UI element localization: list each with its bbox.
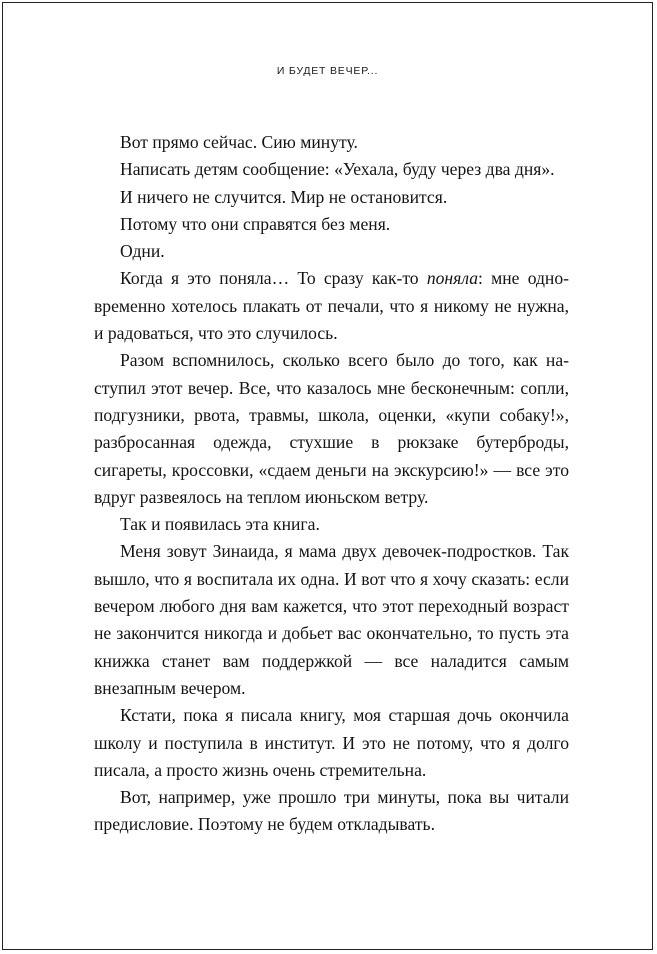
paragraph: Так и появилась эта книга. (120, 514, 320, 535)
paragraph: И ничего не случится. Мир не остановится. (120, 186, 448, 207)
paragraph: Одни. (120, 241, 165, 262)
paragraph: Написать детям сообщение: «Уехала, буду через два дня». (120, 159, 555, 180)
paragraph (94, 265, 569, 347)
paragraph: Разом вспомнилось, сколько всего было до того, как наступил этот вечер. Все, что казалось мне бесконечным: сопли, подгузники, рвота, травмы, школа, оценки, «купи собаку!», разбросанная одежда, стухшие в рюкзаке бутерброды, сигареты, кроссовки, «сдаем деньги на экскурсию!» — все это вдруг развеялось на теплом июньском ветру. (94, 350, 569, 507)
paragraph: Вот прямо сейчас. Сию минуту. (120, 132, 358, 152)
emphasized-word: поняла (426, 268, 479, 289)
paragraph: Меня зовут Зинаида, я мама двух девочек-подростков. Так вышло, что я воспитала их одна. И вот что я хочу сказать: если вечером любого дня вам кажется, что этот переходный возраст не закончится никогда и добьет вас окончательно, то пусть эта книжка станет вам поддержкой — все наладится самым внезапным вечером. (94, 541, 569, 698)
running-header: И БУДЕТ ВЕЧЕР... (276, 65, 379, 77)
paragraph: Потому что они справятся без меня. (120, 213, 391, 234)
paragraph-text: Когда я это поняла… То сразу как-то (120, 268, 427, 289)
book-page (2, 2, 653, 950)
paragraph: Кстати, пока я писала книгу, моя старшая дочь окончила школу и поступила в институт. И это не потому, что я долго писала, а просто жизнь очень стремительна. (94, 705, 569, 780)
paragraph-text: : мне одновременно хотелось плакать от печали, что я никому не нужна, и радоваться, что это случилось. (94, 268, 570, 344)
body-text (94, 129, 569, 839)
paragraph: Вот, например, уже прошло три минуты, пока вы читали предисловие. Поэтому не будем откладывать. (94, 787, 569, 835)
